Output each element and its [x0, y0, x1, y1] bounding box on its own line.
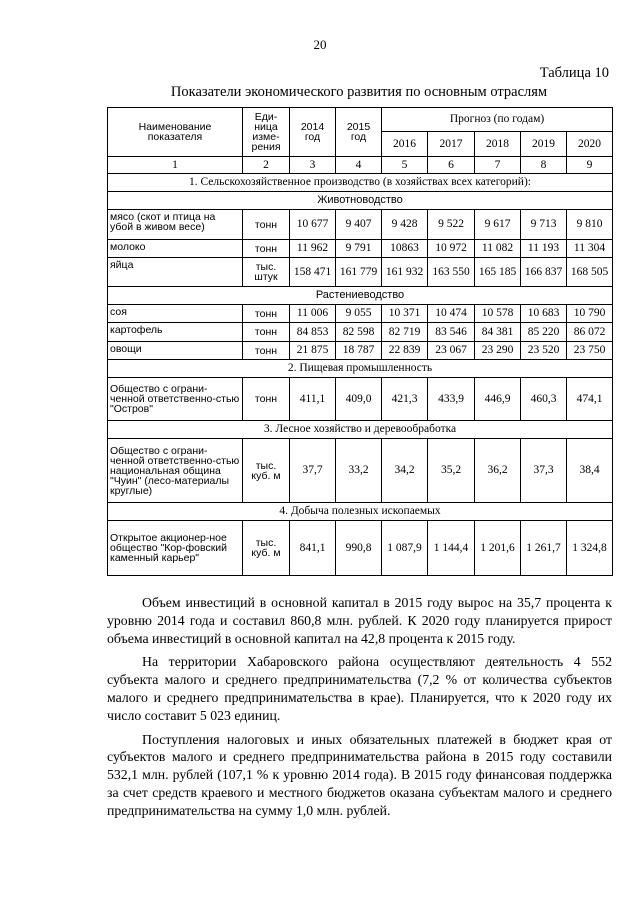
row-korfovsky	[108, 521, 613, 576]
row-ostrov	[108, 378, 613, 421]
value-cell: 21 875	[290, 342, 336, 360]
value-cell: 163 550	[428, 258, 475, 287]
value-cell: 22 839	[382, 342, 428, 360]
value-cell: 161 779	[336, 258, 382, 287]
value-cell: 36,2	[475, 439, 521, 503]
row-name: молоко	[108, 240, 243, 258]
row-unit: тонн	[243, 378, 290, 421]
header-forecast: Прогноз (по годам)	[382, 108, 613, 132]
row-eggs	[108, 258, 613, 287]
section-agriculture: 1. Сельскохозяйственное производство (в хозяйствах всех категорий):	[108, 174, 613, 192]
value-cell: 84 853	[290, 323, 336, 342]
row-unit: тыс. штук	[243, 258, 290, 287]
value-cell: 11 082	[475, 240, 521, 258]
value-cell: 841,1	[290, 521, 336, 576]
indicators-table	[107, 107, 613, 576]
body-text	[107, 594, 612, 826]
section-food-industry: 2. Пищевая промышленность	[108, 360, 613, 378]
row-unit: тонн	[243, 323, 290, 342]
row-unit: тонн	[243, 342, 290, 360]
value-cell: 85 220	[521, 323, 567, 342]
value-cell: 11 006	[290, 305, 336, 323]
row-unit: тыс. куб. м	[243, 439, 290, 503]
value-cell: 168 505	[567, 258, 613, 287]
row-name: мясо (скот и птица на убой в живом весе)	[108, 210, 243, 240]
header-2014: 2014 год	[290, 108, 336, 157]
column-number: 6	[428, 157, 475, 174]
value-cell: 446,9	[475, 378, 521, 421]
row-name: Общество с ограни-ченной ответственно-стью "Остров"	[108, 378, 243, 421]
value-cell: 158 471	[290, 258, 336, 287]
column-number: 9	[567, 157, 613, 174]
paragraph-investment: Объем инвестиций в основной капитал в 2015 году вырос на 35,7 процента к уровню 2014 года и составил 860,8 млн. рублей. К 2020 году планируется прирост объема инвестиций в основной капитал на 42,8 процента к 2015 году.	[107, 595, 612, 646]
row-name: соя	[108, 305, 243, 323]
page-number: 20	[313, 37, 327, 52]
value-cell: 9 428	[382, 210, 428, 240]
value-cell: 11 304	[567, 240, 613, 258]
value-cell: 9 055	[336, 305, 382, 323]
subsection-crops: Растениеводство	[108, 287, 613, 305]
value-cell: 421,3	[382, 378, 428, 421]
value-cell: 11 962	[290, 240, 336, 258]
value-cell: 1 087,9	[382, 521, 428, 576]
value-cell: 1 201,6	[475, 521, 521, 576]
value-cell: 9 522	[428, 210, 475, 240]
header-unit: Еди-ница изме-рения	[243, 108, 290, 157]
row-milk	[108, 240, 613, 258]
value-cell: 37,3	[521, 439, 567, 503]
value-cell: 23 520	[521, 342, 567, 360]
value-cell: 1 144,4	[428, 521, 475, 576]
value-cell: 10 790	[567, 305, 613, 323]
header-year: 2019	[521, 132, 567, 157]
value-cell: 10 683	[521, 305, 567, 323]
value-cell: 10 677	[290, 210, 336, 240]
value-cell: 83 546	[428, 323, 475, 342]
row-name: овощи	[108, 342, 243, 360]
row-unit: тыс. куб. м	[243, 521, 290, 576]
header-2015: 2015 год	[336, 108, 382, 157]
column-number: 2	[243, 157, 290, 174]
value-cell: 1 261,7	[521, 521, 567, 576]
value-cell: 411,1	[290, 378, 336, 421]
value-cell: 9 713	[521, 210, 567, 240]
value-cell: 433,9	[428, 378, 475, 421]
row-unit: тонн	[243, 210, 290, 240]
column-numbers-row	[108, 157, 613, 174]
value-cell: 35,2	[428, 439, 475, 503]
column-number: 8	[521, 157, 567, 174]
value-cell: 33,2	[336, 439, 382, 503]
value-cell: 10 972	[428, 240, 475, 258]
value-cell: 82 598	[336, 323, 382, 342]
row-unit: тонн	[243, 305, 290, 323]
value-cell: 23 067	[428, 342, 475, 360]
value-cell: 10 371	[382, 305, 428, 323]
header-year: 2018	[475, 132, 521, 157]
row-potato	[108, 323, 613, 342]
row-name: Открытое акционер-ное общество "Кор-фовский каменный карьер"	[108, 521, 243, 576]
value-cell: 84 381	[475, 323, 521, 342]
value-cell: 460,3	[521, 378, 567, 421]
subsection-livestock: Животноводство	[108, 192, 613, 210]
value-cell: 10 474	[428, 305, 475, 323]
value-cell: 166 837	[521, 258, 567, 287]
column-number: 1	[108, 157, 243, 174]
row-meat	[108, 210, 613, 240]
column-number: 3	[290, 157, 336, 174]
value-cell: 165 185	[475, 258, 521, 287]
row-name: яйца	[108, 258, 243, 287]
row-chuin	[108, 439, 613, 503]
value-cell: 9 407	[336, 210, 382, 240]
row-soy	[108, 305, 613, 323]
value-cell: 10 578	[475, 305, 521, 323]
header-year: 2020	[567, 132, 613, 157]
value-cell: 990,8	[336, 521, 382, 576]
header-name: Наименование показателя	[108, 108, 243, 157]
row-name: картофель	[108, 323, 243, 342]
column-number: 5	[382, 157, 428, 174]
column-number: 7	[475, 157, 521, 174]
header-year: 2016	[382, 132, 428, 157]
value-cell: 9 791	[336, 240, 382, 258]
value-cell: 38,4	[567, 439, 613, 503]
value-cell: 11 193	[521, 240, 567, 258]
column-number: 4	[336, 157, 382, 174]
value-cell: 10863	[382, 240, 428, 258]
paragraph-tax-revenue: Поступления налоговых и иных обязательных платежей в бюджет края от субъектов малого и среднего предпринимательства района в 2015 году составили 532,1 млн. рублей (107,1 % к уровню 2014 года). В 2015 году финансовая поддержка за счет средств краевого и местного бюджетов оказана субъектам малого и среднего предпринимательства на сумму 1,0 млн. рублей.	[107, 731, 612, 818]
value-cell: 9 810	[567, 210, 613, 240]
table-number: Таблица 10	[539, 65, 609, 81]
value-cell: 18 787	[336, 342, 382, 360]
value-cell: 1 324,8	[567, 521, 613, 576]
value-cell: 23 290	[475, 342, 521, 360]
value-cell: 86 072	[567, 323, 613, 342]
value-cell: 23 750	[567, 342, 613, 360]
value-cell: 409,0	[336, 378, 382, 421]
row-vegetables	[108, 342, 613, 360]
header-year: 2017	[428, 132, 475, 157]
paragraph-small-business: На территории Хабаровского района осуществляют деятельность 4 552 субъекта малого и среднего предпринимательства (7,2 % от количества субъектов малого и среднего предпринимательства в крае). Планируется, что к 2020 году их число составит 5 023 единиц.	[107, 654, 612, 723]
value-cell: 161 932	[382, 258, 428, 287]
row-unit: тонн	[243, 240, 290, 258]
value-cell: 34,2	[382, 439, 428, 503]
value-cell: 474,1	[567, 378, 613, 421]
value-cell: 37,7	[290, 439, 336, 503]
value-cell: 82 719	[382, 323, 428, 342]
row-name: Общество с ограни-ченной ответственно-стью национальная община "Чуин" (лесо-материалы круглые)	[108, 439, 243, 503]
section-forestry: 3. Лесное хозяйство и деревообработка	[108, 421, 613, 439]
value-cell: 9 617	[475, 210, 521, 240]
section-mining: 4. Добыча полезных ископаемых	[108, 503, 613, 521]
table-title: Показатели экономического развития по основным отраслям	[170, 84, 548, 100]
